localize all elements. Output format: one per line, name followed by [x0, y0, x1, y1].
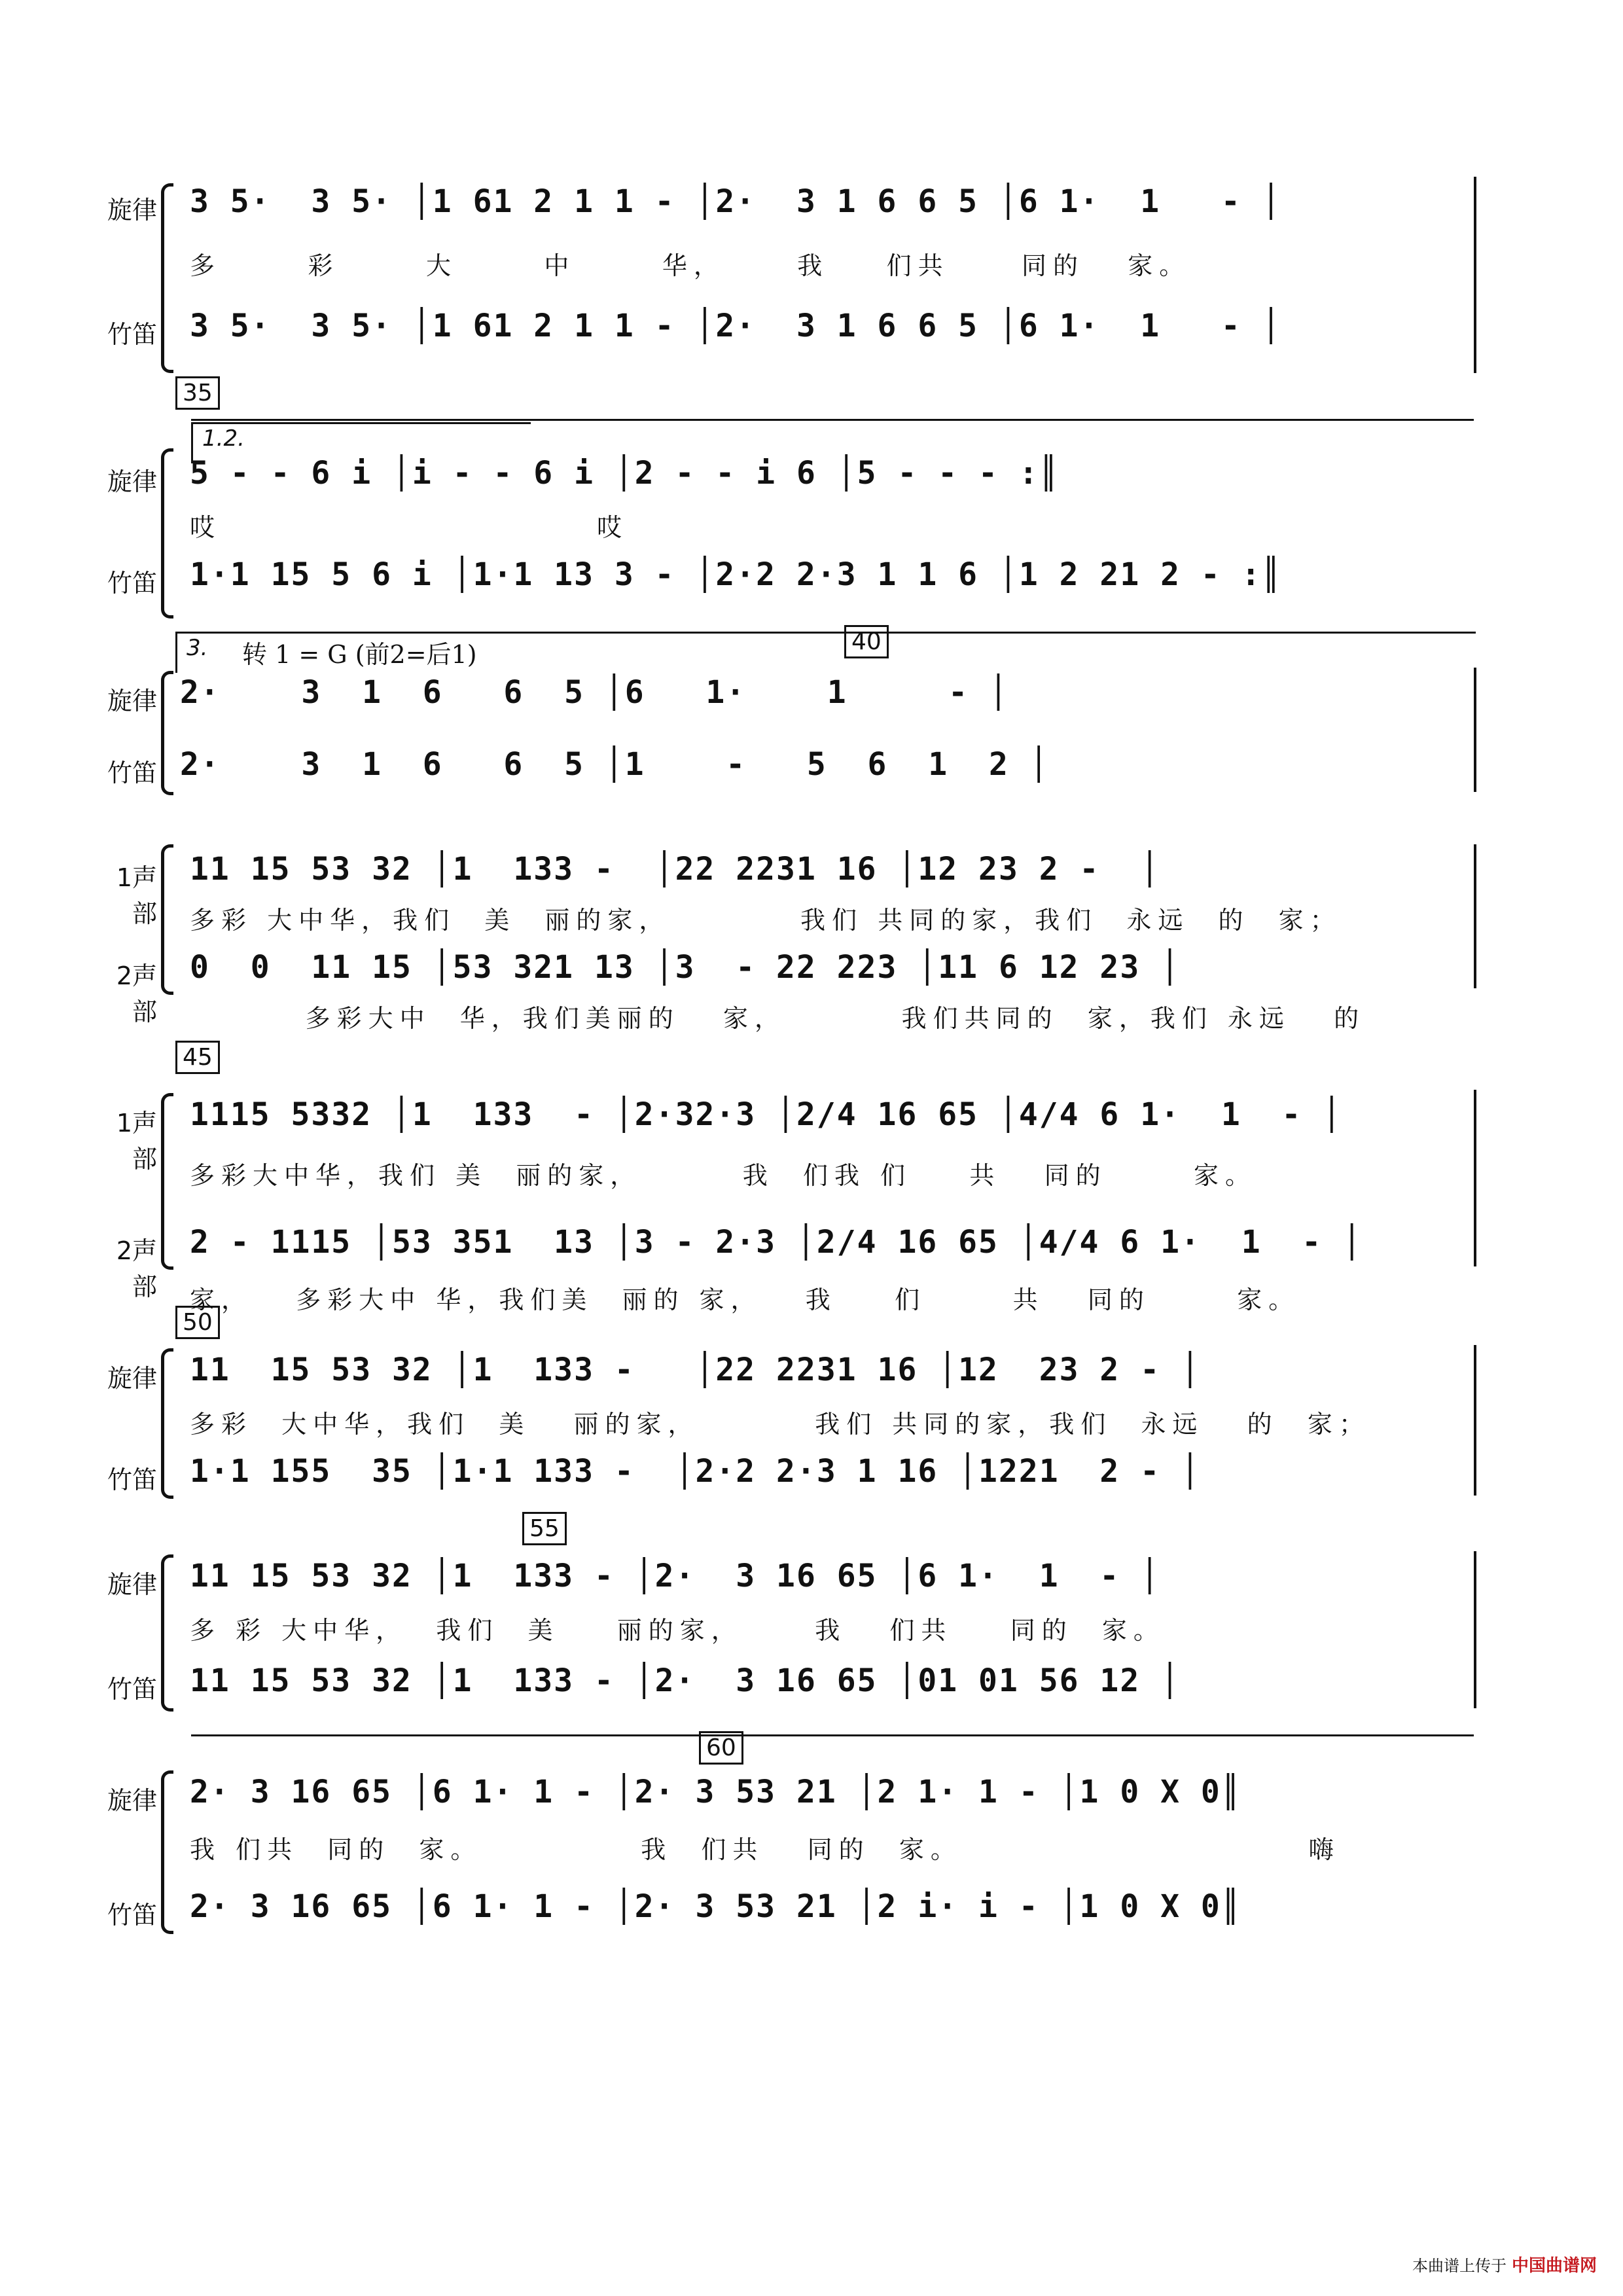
part-label: 竹笛 — [107, 759, 157, 787]
part-label: 旋律 — [107, 1364, 157, 1393]
end-barline — [1474, 1345, 1476, 1496]
notation-line: 11 15 53 32 │1 133 - │22 2231 16 │12 23 2 - │ — [190, 1352, 1201, 1388]
end-barline — [1474, 1551, 1476, 1708]
notation-line: 3 5· 3 5· │1 61 2 1 1 - │2· 3 1 6 6 5 │6 1· 1 - │ — [190, 183, 1282, 220]
notation-line: 2 - 1115 │53 351 13 │3 - 2·3 │2/4 16 65 │4/4 6 1· 1 - │ — [190, 1224, 1363, 1261]
lyric-line: 哎 哎 — [190, 513, 629, 542]
part-label: 竹笛 — [107, 1465, 157, 1494]
part-label: 1声部 — [116, 1109, 157, 1174]
notation-line: 5 - - 6 i │i - - 6 i │2 - - i 6 │5 - - - :║ — [190, 455, 1060, 492]
lyric-line: 家， 多彩大中 华，我们美 丽的 家， 我 们 共 同的 家。 — [190, 1285, 1300, 1314]
volta-label: 3. — [187, 635, 208, 661]
notation-line: 11 15 53 32 │1 133 - │2· 3 16 65 │6 1· 1 - │ — [190, 1558, 1161, 1594]
lyric-line: 多彩大中华，我们 美 丽的家， 我 们我 们 共 同的 家。 — [190, 1161, 1257, 1190]
part-label: 1声部 — [116, 863, 157, 928]
end-barline — [1474, 177, 1476, 373]
part-label: 旋律 — [107, 1570, 157, 1599]
notation-line: 3 5· 3 5· │1 61 2 1 1 - │2· 3 1 6 6 5 │6 1· 1 - │ — [190, 308, 1282, 344]
footer-credit — [1412, 2252, 1597, 2276]
part-label: 竹笛 — [107, 1675, 157, 1704]
notation-line: 1·1 155 35 │1·1 133 - │2·2 2·3 1 16 │1221 2 - │ — [190, 1453, 1201, 1490]
system-brace — [161, 1093, 173, 1270]
notation-line: 1115 5332 │1 133 - │2·32·3 │2/4 16 65 │4/4 6 1· 1 - │ — [190, 1096, 1343, 1133]
rehearsal-mark: 50 — [175, 1306, 220, 1339]
lyric-line: 多 彩 大 中 华， 我 们共 同的 家。 — [190, 251, 1191, 280]
part-label: 旋律 — [107, 687, 157, 715]
footer-text: 本曲谱上传于 — [1412, 2257, 1507, 2275]
rehearsal-mark: 55 — [522, 1512, 567, 1545]
part-label: 2声部 — [116, 1236, 157, 1301]
part-label: 旋律 — [107, 467, 157, 496]
part-label: 竹笛 — [107, 569, 157, 598]
part-label: 竹笛 — [107, 1901, 157, 1929]
notation-line: 1·1 15 5 6 i │1·1 13 3 - │2·2 2·3 1 1 6 │1 2 21 2 - :║ — [190, 556, 1282, 593]
site-logo: 中国曲谱网 — [1511, 2256, 1597, 2276]
notation-line: 11 15 53 32 │1 133 - │2· 3 16 65 │01 01 56 12 │ — [190, 1662, 1181, 1699]
notation-line: 11 15 53 32 │1 133 - │22 2231 16 │12 23 2 - │ — [190, 851, 1161, 888]
system-top-line — [191, 1734, 1474, 1736]
lyric-line: 多彩 大中华，我们 美 丽的家， 我们 共同的家，我们 永远 的 家； — [190, 906, 1342, 935]
part-label: 2声部 — [116, 961, 157, 1026]
system-brace — [161, 671, 173, 795]
system-brace — [161, 448, 173, 619]
key-change-label: 转 1 = G (前2=后1) — [242, 640, 477, 669]
system-brace — [161, 1348, 173, 1499]
rehearsal-mark: 35 — [175, 376, 220, 410]
lyric-line: 多彩 大中华，我们 美 丽的家， 我们 共同的家，我们 永远 的 家； — [190, 1410, 1370, 1439]
notation-line: 2· 3 16 65 │6 1· 1 - │2· 3 53 21 │2 i· i - │1 0 X 0║ — [190, 1888, 1241, 1925]
system-brace — [161, 1554, 173, 1712]
system-brace — [161, 183, 173, 373]
notation-line: 2· 3 1 6 6 5 │1 - 5 6 1 2 │ — [180, 746, 1050, 783]
notation-line: 2· 3 16 65 │6 1· 1 - │2· 3 53 21 │2 1· 1 - │1 0 X 0║ — [190, 1774, 1241, 1810]
part-label: 竹笛 — [107, 320, 157, 349]
rehearsal-mark: 60 — [699, 1731, 743, 1765]
lyric-line: 多彩大中 华，我们美丽的 家， 我们共同的 家，我们 永远 的 — [190, 1004, 1366, 1033]
end-barline — [1474, 668, 1476, 792]
end-barline — [1474, 1090, 1476, 1266]
system-brace — [161, 844, 173, 995]
system-top-line — [191, 419, 1474, 421]
part-label: 旋律 — [107, 1786, 157, 1815]
volta-label: 1.2. — [202, 425, 245, 452]
notation-line: 2· 3 1 6 6 5 │6 1· 1 - │ — [180, 674, 1009, 711]
end-barline — [1474, 844, 1476, 988]
lyric-line: 我 们共 同的 家。 我 们共 同的 家。 嗨 — [190, 1835, 1340, 1864]
rehearsal-mark: 45 — [175, 1041, 220, 1074]
part-label: 旋律 — [107, 196, 157, 224]
notation-line: 0 0 11 15 │53 321 13 │3 - 22 223 │11 6 12 23 │ — [190, 949, 1181, 986]
rehearsal-mark: 40 — [844, 625, 889, 658]
lyric-line: 多 彩 大中华， 我们 美 丽的家， 我 们共 同的 家。 — [190, 1616, 1165, 1645]
system-brace — [161, 1770, 173, 1934]
